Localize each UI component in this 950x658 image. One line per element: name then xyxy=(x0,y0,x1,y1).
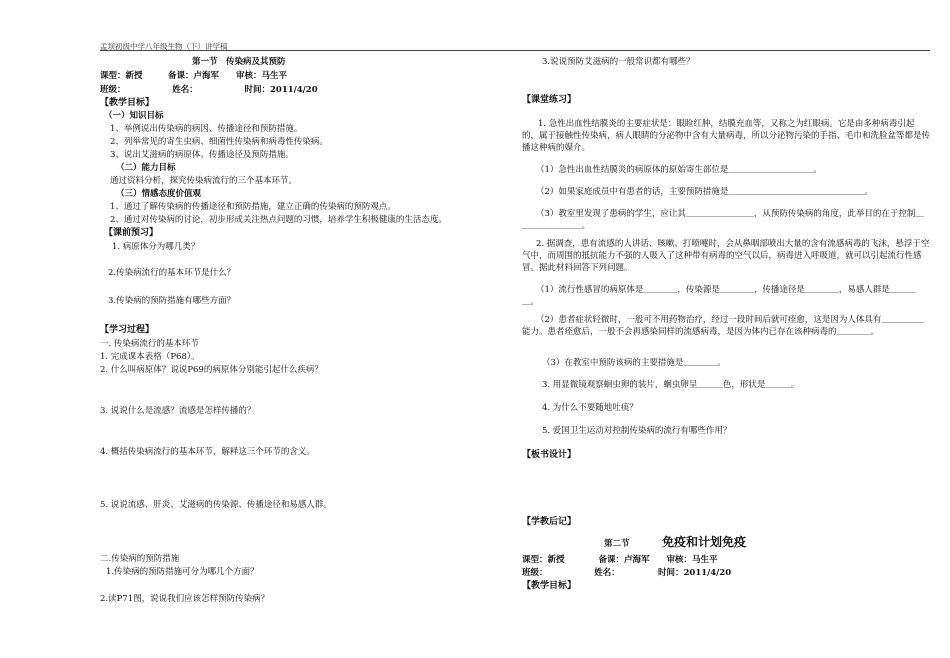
practice-3: 3. 用显微镜观察蛔虫卵的装片，蛔虫卵呈＿＿＿色，形状是＿＿＿。 xyxy=(542,380,800,390)
section-2-goals-heading: 【教学目标】 xyxy=(522,581,577,591)
section-2-question-2: 2.读P71图，说说我们应该怎样预防传染病？ xyxy=(100,594,270,604)
section-1-question-4: 4. 概括传染病流行的基本环节，解释这三个环节的含义。 xyxy=(100,447,315,457)
board-design-heading: 【板书设计】 xyxy=(522,450,577,460)
practice-2-a: （1）流行性感冒的病原体是＿＿＿＿，传染源是＿＿＿＿，传播途径是＿＿＿＿，易感人群是＿＿＿＿。 xyxy=(522,285,916,307)
emotion-goals-heading: （三）情感态度价值观 xyxy=(116,189,202,199)
knowledge-goal-1: 1、举例说出传染病的病因、传播途径和预防措施。 xyxy=(110,124,303,134)
aids-question: 3.说说预防艾滋病的一般常识都有哪些？ xyxy=(542,57,695,67)
practice-2-text: 2. 据调查，患有流感的人讲话、咳嗽、打喷嚏时，会从鼻咽部喷出大量的含有流感病毒的飞沫，悬浮于空气中，而周围的抵抗能力不强的人吸入了这种带有病毒的空气以后，病毒进入呼吸道，就可以引起流行性感冒。据此材料回答下列问题。 xyxy=(522,239,930,273)
lesson-meta-1: 课型：新授 备课：卢海军 审核：马生平 xyxy=(100,71,288,81)
practice-1-b: （2）如果家庭成员中有患者的话，主要预防措施是＿＿＿＿＿＿＿＿＿＿＿＿＿＿＿＿。 xyxy=(536,187,873,197)
section-1-question-1: 1. 完成课本表格（P68）。 xyxy=(100,352,200,362)
knowledge-goals-heading: （一）知识目标 xyxy=(104,111,164,121)
lesson-title: 第一节 传染病及其预防 xyxy=(192,57,286,67)
practice-1-a: （1）急性出血性结膜炎的病原体的原始寄生部位是＿＿＿＿＿＿＿＿＿＿。 xyxy=(536,165,822,175)
preview-heading: 【课前预习】 xyxy=(104,228,159,238)
section-2-meta-2: 班级： 姓名： 时间：2011/4/20 xyxy=(522,568,732,578)
practice-2-c: （3）在教室中预防该病的主要措施是＿＿＿＿。 xyxy=(542,358,726,368)
section-2-heading: 二.传染病的预防措施 xyxy=(100,554,180,564)
emotion-goal-1: 1、通过了解传染病的传播途径和预防措施，建立正确的传染病的预防观点。 xyxy=(110,202,396,212)
practice-5: 5. 爱国卫生运动对控制传染病的流行有哪些作用？ xyxy=(542,426,732,436)
knowledge-goal-2: 2、列举常见的寄生虫病、细菌性传染病和病毒性传染病。 xyxy=(110,137,328,147)
preview-question-2: 2.传染病流行的基本环节是什么？ xyxy=(108,268,236,278)
section-1-heading: 一. 传染病流行的基本环节 xyxy=(100,339,199,349)
preview-question-1: 1. 病原体分为哪几类？ xyxy=(112,242,200,252)
ability-goal-1: 通过资料分析，探究传染病流行的三个基本环节。 xyxy=(110,176,298,186)
section-2-title: 免疫和计划免疫 xyxy=(662,535,747,549)
header-rule xyxy=(100,50,930,51)
emotion-goal-2: 2、通过对传染病的讨论，初步形成关注热点问题的习惯，培养学生积极健康的生活态度。 xyxy=(110,215,447,225)
practice-4: 4. 为什么不要随地吐痰？ xyxy=(542,403,638,413)
section-1-question-2: 2. 什么叫病原体？说说P69的病原体分别能引起什么疾病？ xyxy=(100,365,323,375)
section-2-meta-1: 课型：新授 备课：卢海军 审核：马生平 xyxy=(522,555,718,565)
practice-2-b: （2）患者症状轻微时，一般可不用药物治疗，经过一段时间后就可痊愈，这是因为人体具有＿＿＿＿＿能力。患者痊愈后，一般不会再感染同样的流感病毒，是因为体内已存在该种病毒的＿＿＿＿。 xyxy=(522,315,924,337)
practice-1-c: （3）教室里发现了患病的学生，应让其＿＿＿＿＿＿＿＿，从预防传染病的角度，此举目的在于控制＿＿＿＿＿＿＿＿。 xyxy=(522,209,924,231)
page-header: 孟坝初级中学八年级生物（下）讲学稿 xyxy=(100,42,228,51)
practice-1-text: 1. 急性出血性结膜炎的主要症状是：眼睑红肿，结膜充血等，又称之为红眼病。它是由多种病毒引起的，属于接触性传染病，病人眼睛的分泌物中含有大量病毒，所以分泌物污染的手指、毛巾和洗脸盆等都是传播这种病的媒介。 xyxy=(522,119,931,153)
knowledge-goal-3: 3、说出艾滋病的病原体、传播途径及预防措施。 xyxy=(110,150,294,160)
ability-goals-heading: （二）能力目标 xyxy=(116,163,176,173)
preview-question-3: 3.传染病的预防措施有哪些方面？ xyxy=(108,296,236,306)
section-2-question-1: 1.传染病的预防措施可分为哪几个方面？ xyxy=(106,567,259,577)
after-notes-heading: 【学教后记】 xyxy=(522,517,577,527)
practice-heading: 【课堂练习】 xyxy=(522,95,577,105)
section-1-question-3: 3. 说说什么是流感？流感是怎样传播的？ xyxy=(100,406,256,416)
section-2-label: 第二节 xyxy=(604,539,630,549)
section-1-question-5: 5. 说说流感、肝炎、艾滋病的传染源、传播途径和易感人群。 xyxy=(100,500,332,510)
process-heading: 【学习过程】 xyxy=(100,325,155,335)
lesson-meta-2: 班级： 姓名： 时间：2011/4/20 xyxy=(100,85,318,95)
goals-heading: 【教学目标】 xyxy=(100,98,155,108)
